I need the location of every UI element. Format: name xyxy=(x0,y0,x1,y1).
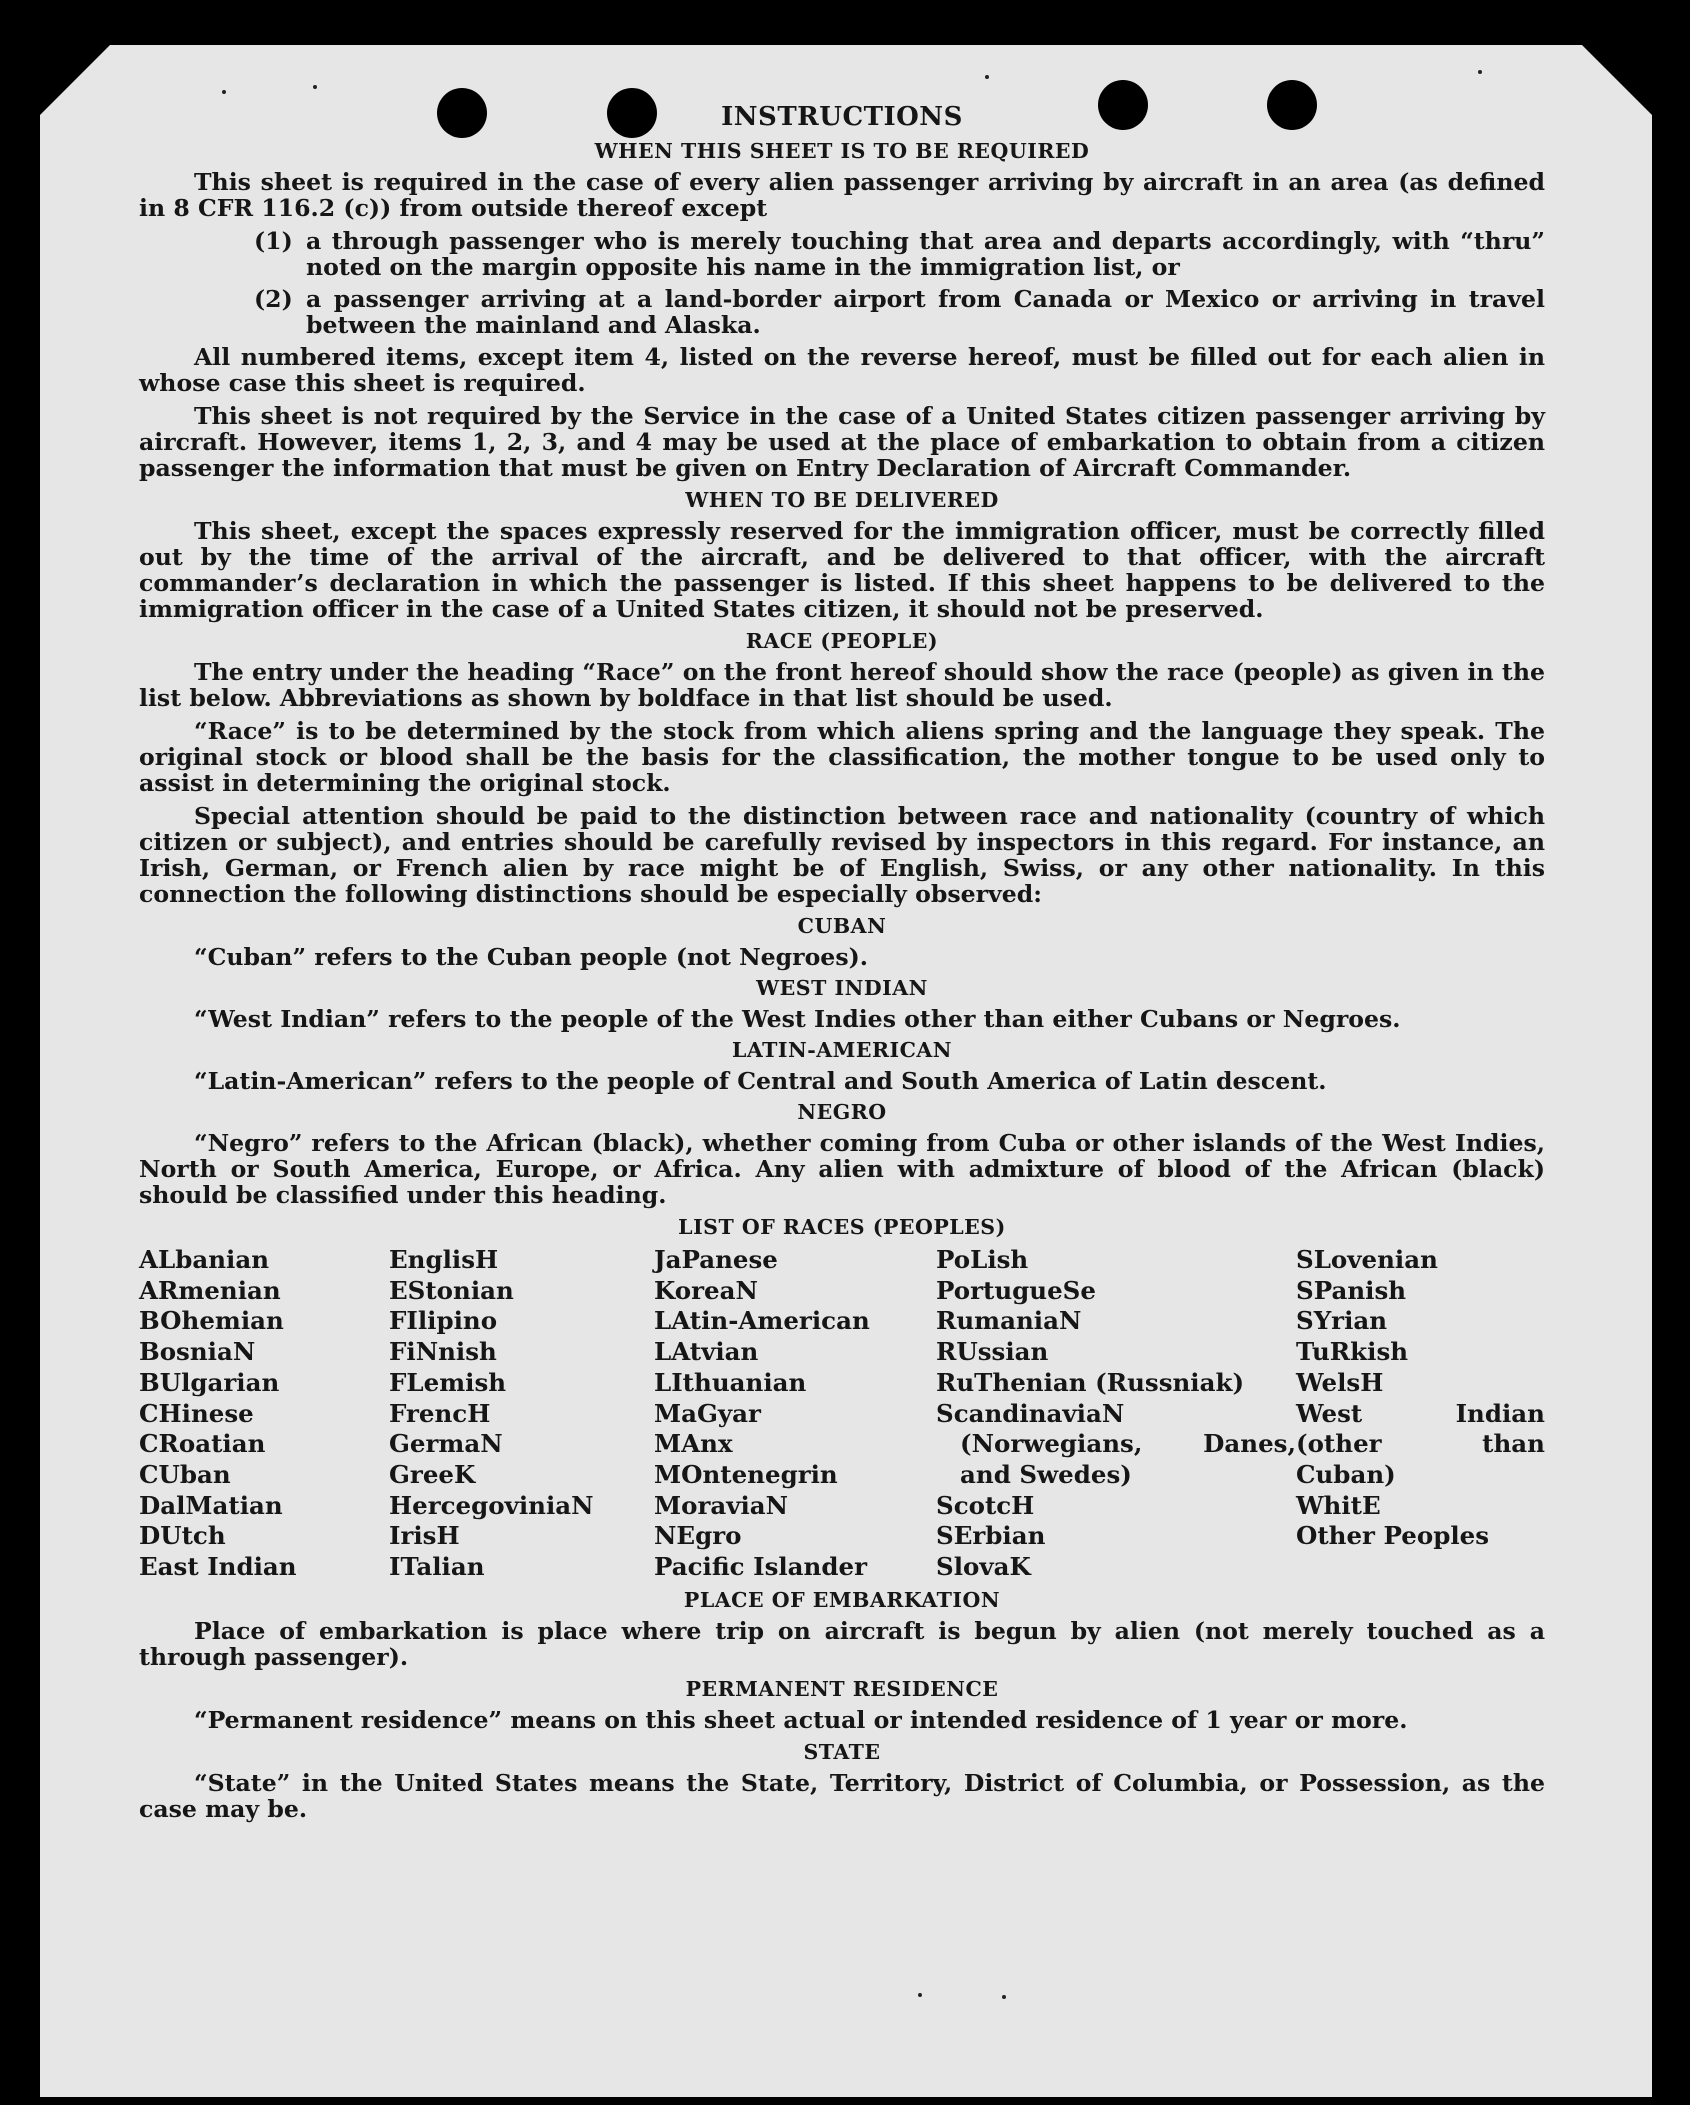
paragraph: This sheet is not required by the Service in the case of a United States citizen passenger arriving by aircraft. However, items 1, 2, 3, and 4 may be used at the place of embarkation to obtain from a citizen passenger the information that must be given on Entry Declaration of Aircraft Commander. xyxy=(139,402,1545,482)
race-entry: CHinese xyxy=(139,1398,254,1428)
item-text: a through passenger who is merely touching that area and departs accordingly, with “thru” noted on the margin opposite his name in the immigration list, or xyxy=(306,227,1545,281)
paragraph: “Negro” refers to the African (black), whether coming from Cuba or other islands of the West Indies, North or South America, Europe, or Africa. Any alien with admixture of blood of the African (black) should be classified under this heading. xyxy=(139,1129,1545,1209)
race-entry: KoreaN xyxy=(654,1275,758,1305)
race-entry: RuThenian (Russniak) xyxy=(936,1367,1245,1397)
race-entry: BosniaN xyxy=(139,1337,256,1367)
page-title: INSTRUCTIONS xyxy=(721,102,963,132)
race-entry: JaPanese xyxy=(654,1245,778,1274)
race-entry: West Indian (other than Cuban) xyxy=(1296,1398,1545,1489)
paragraph: “Cuban” refers to the Cuban people (not Negroes). xyxy=(194,943,868,971)
race-entry: CRoatian xyxy=(139,1429,266,1459)
instructions-content xyxy=(139,102,1545,1829)
race-entry: SPanish xyxy=(1296,1275,1407,1305)
list-item xyxy=(254,228,1545,280)
races-column xyxy=(654,1245,936,1583)
speck xyxy=(985,75,989,79)
item-text: a passenger arriving at a land-border airport from Canada or Mexico or arriving in travel between the mainland and Alaska. xyxy=(306,285,1545,339)
section-heading: STATE xyxy=(803,1739,881,1764)
paragraph: All numbered items, except item 4, listed on the reverse hereof, must be filled out for each alien in whose case this sheet is required. xyxy=(139,343,1545,397)
section-heading: LATIN-AMERICAN xyxy=(731,1038,953,1062)
paragraph: “Latin-American” refers to the people of Central and South America of Latin descent. xyxy=(194,1067,1327,1095)
race-entry: SYrian xyxy=(1296,1306,1388,1336)
speck xyxy=(1478,70,1482,74)
paragraph: “Permanent residence” means on this sheet actual or intended residence of 1 year or more. xyxy=(194,1705,1408,1734)
races-column xyxy=(389,1245,654,1583)
race-entry: GreeK xyxy=(389,1459,476,1489)
race-entry: DUtch xyxy=(139,1521,226,1551)
race-entry: FIlipino xyxy=(389,1306,498,1336)
race-entry: EnglisH xyxy=(389,1245,499,1274)
section-heading: WHEN TO BE DELIVERED xyxy=(685,488,999,512)
section-heading: WEST INDIAN xyxy=(756,976,928,1000)
race-entry: WelsH xyxy=(1296,1367,1384,1397)
race-entry: MOntenegrin xyxy=(654,1459,838,1489)
section-heading: PLACE OF EMBARKATION xyxy=(683,1587,1001,1612)
paragraph: This sheet is required in the case of every alien passenger arriving by aircraft in an area (as defined in 8 CFR 116.2 (c)) from outside thereof except xyxy=(139,168,1545,222)
paragraph: “State” in the United States means the State, Territory, District of Columbia, or Possession, as the case may be. xyxy=(139,1768,1545,1823)
speck xyxy=(222,90,226,94)
race-entry: SErbian xyxy=(936,1521,1046,1551)
race-entry: ALbanian xyxy=(139,1245,270,1274)
race-entry: PortugueSe xyxy=(936,1275,1096,1305)
race-entry: EStonian xyxy=(389,1275,514,1305)
race-entry: HercegoviniaN xyxy=(389,1490,594,1520)
race-entry: MoraviaN xyxy=(654,1490,789,1520)
paragraph: “West Indian” refers to the people of the West Indies other than either Cubans or Negroes. xyxy=(194,1005,1401,1033)
paragraph: Place of embarkation is place where trip on aircraft is begun by alien (not merely touched as a through passenger). xyxy=(139,1616,1545,1671)
race-entry: Other Peoples xyxy=(1296,1521,1490,1551)
race-entry: LAtin-American xyxy=(654,1306,870,1336)
section-heading: WHEN THIS SHEET IS TO BE REQUIRED xyxy=(594,139,1090,163)
race-entry: TuRkish xyxy=(1296,1337,1409,1367)
race-entry: NEgro xyxy=(654,1521,742,1551)
item-number: (2) xyxy=(254,285,293,313)
race-entry: East Indian xyxy=(139,1552,297,1582)
race-entry: MaGyar xyxy=(654,1398,761,1428)
paragraph: The entry under the heading “Race” on the front hereof should show the race (people) as given in the list below. Abbreviations as shown by boldface in that list should be used. xyxy=(139,658,1545,712)
section-heading: NEGRO xyxy=(797,1100,887,1124)
section-heading: CUBAN xyxy=(797,914,887,938)
race-entry: PoLish xyxy=(936,1245,1029,1274)
race-entry: DalMatian xyxy=(139,1490,283,1520)
race-entry: Pacific Islander xyxy=(654,1552,867,1582)
race-entry: MAnx xyxy=(654,1429,733,1459)
races-column xyxy=(936,1245,1296,1583)
race-entry: IrisH xyxy=(389,1521,460,1551)
speck xyxy=(1002,1995,1006,1999)
races-column xyxy=(1296,1245,1545,1583)
item-number: (1) xyxy=(254,227,293,255)
section-heading: LIST OF RACES (PEOPLES) xyxy=(678,1215,1006,1239)
section-heading: RACE (PEOPLE) xyxy=(745,629,939,653)
list-item xyxy=(254,286,1545,338)
race-entry: FrencH xyxy=(389,1398,491,1428)
race-entry: FiNnish xyxy=(389,1337,497,1367)
race-entry: WhitE xyxy=(1296,1490,1381,1520)
race-entry: RUssian xyxy=(936,1337,1049,1367)
race-entry: GermaN xyxy=(389,1429,503,1459)
race-entry: FLemish xyxy=(389,1367,507,1397)
race-entry: ITalian xyxy=(389,1552,485,1582)
race-entry: CUban xyxy=(139,1459,231,1489)
paragraph: “Race” is to be determined by the stock from which aliens spring and the language they speak. The original stock or blood shall be the basis for the classification, the mother tongue to be used only to assist in determining the original stock. xyxy=(139,717,1545,797)
race-entry: RumaniaN xyxy=(936,1306,1082,1336)
race-entry: ScotcH xyxy=(936,1490,1035,1520)
race-entry: LAtvian xyxy=(654,1337,759,1367)
race-entry: SlovaK xyxy=(936,1552,1031,1582)
race-entry: SLovenian xyxy=(1296,1245,1438,1274)
paragraph: Special attention should be paid to the distinction between race and nationality (country of which citizen or subject), and entries should be carefully revised by inspectors in this regard. For instance, an Irish, German, or French alien by race might be of English, Swiss, or any other nationality. In this connection the following distinctions should be especially observed: xyxy=(139,802,1545,908)
race-entry: ScandinaviaN (Norwegians, Danes, and Swedes) xyxy=(936,1398,1296,1489)
race-entry: BUlgarian xyxy=(139,1367,280,1397)
races-column xyxy=(139,1245,389,1583)
race-entry: BOhemian xyxy=(139,1306,284,1336)
speck xyxy=(918,1993,922,1997)
race-entry: LIthuanian xyxy=(654,1367,807,1397)
speck xyxy=(313,85,317,89)
section-heading: PERMANENT RESIDENCE xyxy=(685,1676,999,1701)
paragraph: This sheet, except the spaces expressly reserved for the immigration officer, must be correctly filled out by the time of the arrival of the aircraft, and be delivered to that officer, with the aircraft commander’s declaration in which the passenger is listed. If this sheet happens to be delivered to the immigration officer in the case of a United States citizen, it should not be preserved. xyxy=(139,517,1545,623)
races-list xyxy=(139,1245,1545,1583)
race-entry: ARmenian xyxy=(139,1275,281,1305)
